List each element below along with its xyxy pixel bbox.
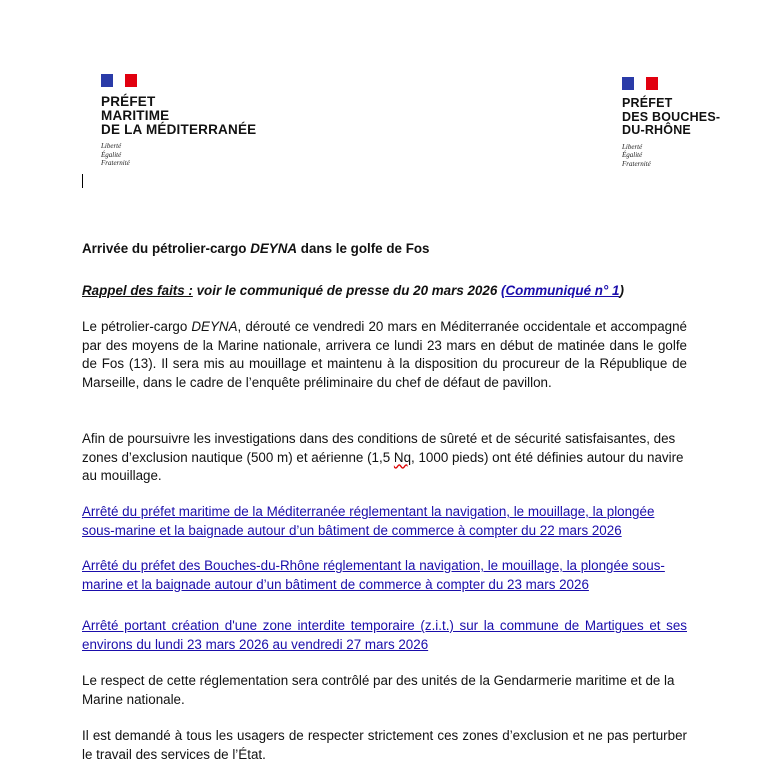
logo-right-motto: Liberté Égalité Fraternité	[622, 142, 651, 168]
logo-prefet-maritime	[101, 74, 256, 168]
french-flag-icon	[622, 77, 658, 90]
logo-left-name: PRÉFET MARITIME DE LA MÉDITERRANÉE	[101, 94, 257, 137]
arrete-link-prefet-maritime[interactable]: Arrêté du préfet maritime de la Méditerranée réglementant la navigation, le mouillage, la plongée sous-marine et la baignade autour d’un bâtiment de commerce à compter du 22 mars 2026	[82, 504, 655, 538]
paragraph-enforcement: Le respect de cette réglementation sera contrôlé par des unités de la Gendarmerie maritime et de la Marine nationale.	[82, 673, 675, 707]
communique-link[interactable]: (Communiqué n° 1	[501, 283, 620, 298]
arrete-link-prefet-bouches-du-rhone[interactable]: Arrêté du préfet des Bouches-du-Rhône réglementant la navigation, le mouillage, la plongée sous-marine et la baignade autour d’un bâtiment de commerce à compter du 23 mars 2026	[82, 558, 665, 592]
paragraph-arrival: Le pétrolier-cargo DEYNA, dérouté ce vendredi 20 mars en Méditerranée occidentale et accompagné par des moyens de la Marine nationale, arrivera ce lundi 23 mars en début de matinée dans le golfe de Fos (13). Il sera mis au mouillage et maintenu à la disposition du procureur de la République de Marseille, dans le cadre de l’enquête préliminaire du chef de défaut de pavillon.	[82, 319, 687, 390]
logo-right-name: PRÉFET DES BOUCHES- DU-RHÔNE	[622, 96, 721, 137]
logo-prefet-bouches-du-rhone	[622, 77, 720, 168]
text-cursor	[82, 174, 83, 188]
page-title: Arrivée du pétrolier-cargo DEYNA dans le golfe de Fos	[82, 241, 430, 256]
logo-left-motto: Liberté Égalité Fraternité	[101, 142, 130, 167]
facts-reminder: Rappel des faits : voir le communiqué de presse du 20 mars 2026 (Communiqué n° 1)	[82, 283, 624, 298]
paragraph-instructions: Il est demandé à tous les usagers de respecter strictement ces zones d’exclusion et ne pas perturber le travail des services de l’État.	[82, 728, 687, 762]
french-flag-icon	[101, 74, 137, 87]
paragraph-exclusion-zones: Afin de poursuivre les investigations dans des conditions de sûreté et de sécurité satisfaisantes, des zones d’exclusion nautique (500 m) et aérienne (1,5 Nq, 1000 pieds) ont été définies autour du navire au mouillage.	[82, 431, 684, 483]
arrete-link-zit-martigues[interactable]: Arrêté portant création d'une zone interdite temporaire (z.i.t.) sur la commune de Martigues et ses environs du lundi 23 mars 2026 au vendredi 27 mars 2026	[82, 618, 687, 652]
